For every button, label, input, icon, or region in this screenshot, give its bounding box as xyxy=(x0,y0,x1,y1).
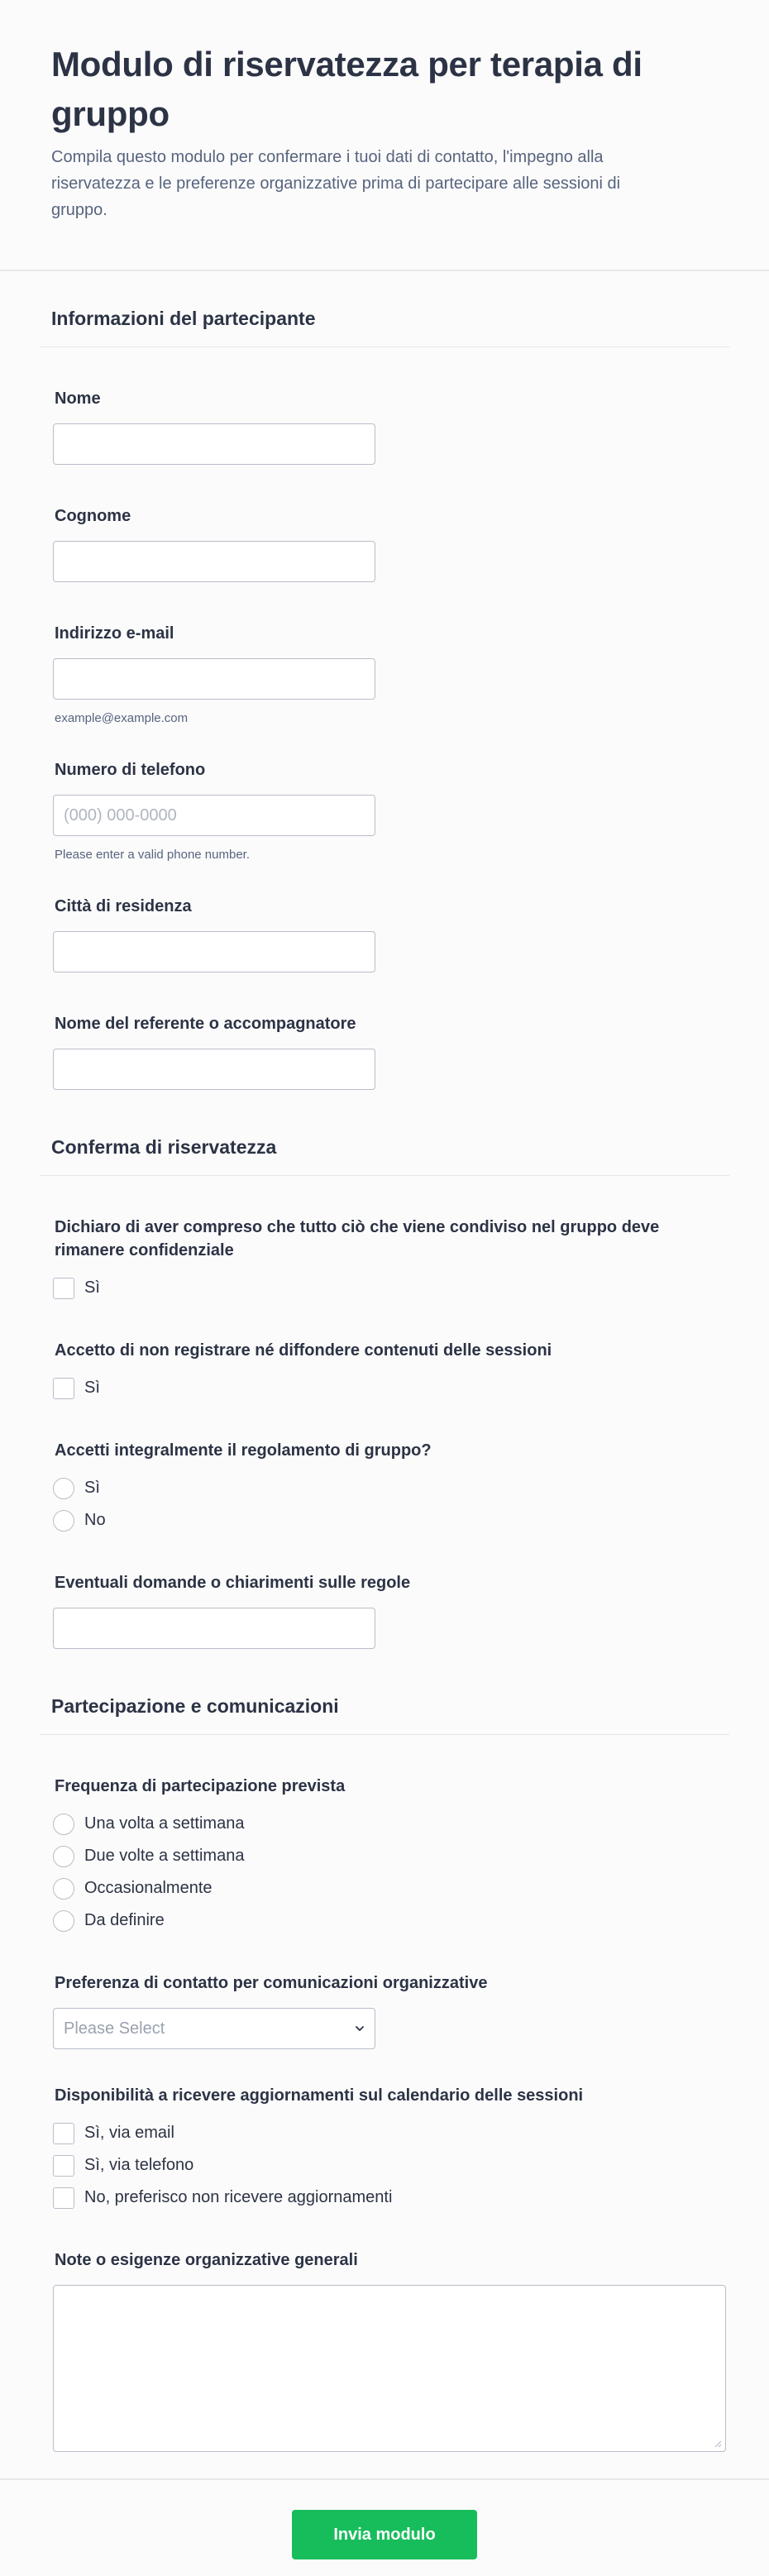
no-record-options xyxy=(53,1372,716,1404)
select-value: Please Select xyxy=(64,2019,165,2038)
email-sublabel: example@example.com xyxy=(55,711,189,725)
option-label: Sì, via telefono xyxy=(84,2156,194,2174)
form-subtitle: Compila questo modulo per confermare i tuoi dati di contatto, l'impegno alla riservatezza e le preferenze organizzative prima di partecipare alle sessioni di gruppo. xyxy=(51,148,621,219)
form-header xyxy=(0,0,769,271)
field-label: Dichiaro di aver compreso che tutto ciò che viene condiviso nel gruppo deve rimanere confidenziale xyxy=(55,1218,660,1259)
city-input[interactable] xyxy=(53,931,375,973)
field-contact xyxy=(40,1937,729,2049)
section-title: Conferma di riservatezza xyxy=(40,1136,729,1176)
radio-option[interactable] xyxy=(53,1472,716,1504)
field-label: Nome xyxy=(55,390,101,408)
field-notes xyxy=(40,2214,729,2452)
referent-input[interactable] xyxy=(53,1049,375,1090)
field-label: Città di residenza xyxy=(55,897,192,915)
radio-button[interactable] xyxy=(53,1814,74,1835)
checkbox-option[interactable] xyxy=(53,2117,716,2149)
form-title: Modulo di riservatezza per terapia di gruppo xyxy=(51,45,642,133)
section-confidentiality xyxy=(40,1090,729,1649)
option-label: Sì xyxy=(84,1278,100,1297)
radio-button[interactable] xyxy=(53,1478,74,1499)
field-label: Accetti integralmente il regolamento di gruppo? xyxy=(55,1441,432,1460)
first-name-input[interactable] xyxy=(53,423,375,465)
option-label: Sì, via email xyxy=(84,2124,174,2142)
field-label: Numero di telefono xyxy=(55,761,206,779)
option-label: Una volta a settimana xyxy=(84,1814,245,1833)
rules-options xyxy=(53,1472,716,1537)
section-title: Partecipazione e comunicazioni xyxy=(40,1695,729,1735)
checkbox[interactable] xyxy=(53,1278,74,1299)
email-input[interactable] xyxy=(53,658,375,700)
field-city xyxy=(40,862,729,973)
radio-option[interactable] xyxy=(53,1905,716,1937)
form-footer xyxy=(0,2478,769,2559)
option-label: Occasionalmente xyxy=(84,1879,213,1897)
field-label: Accetto di non registrare né diffondere contenuti delle sessioni xyxy=(55,1341,552,1360)
updates-options xyxy=(53,2117,716,2214)
option-label: Da definire xyxy=(84,1911,165,1929)
declare-options xyxy=(53,1272,716,1304)
checkbox-option[interactable] xyxy=(53,2182,716,2214)
option-label: Due volte a settimana xyxy=(84,1847,245,1865)
notes-textarea[interactable] xyxy=(53,2285,726,2452)
field-email xyxy=(40,582,729,725)
field-phone xyxy=(40,725,729,862)
frequency-options xyxy=(53,1808,716,1937)
checkbox[interactable] xyxy=(53,2187,74,2209)
submit-button[interactable]: Invia modulo xyxy=(292,2510,477,2559)
field-label: Indirizzo e-mail xyxy=(55,624,174,643)
checkbox[interactable] xyxy=(53,2155,74,2177)
section-participant xyxy=(40,271,729,1090)
radio-button[interactable] xyxy=(53,1510,74,1532)
phone-input[interactable] xyxy=(53,795,375,836)
option-label: No, preferisco non ricevere aggiornamenti xyxy=(84,2188,393,2206)
field-referent xyxy=(40,973,729,1090)
option-label: Sì xyxy=(84,1479,100,1497)
last-name-input[interactable] xyxy=(53,541,375,582)
field-last-name xyxy=(40,465,729,582)
declare-checkbox-option[interactable] xyxy=(53,1272,716,1304)
option-label: Sì xyxy=(84,1379,100,1397)
field-updates xyxy=(40,2049,729,2214)
field-label: Frequenza di partecipazione prevista xyxy=(55,1777,346,1795)
radio-button[interactable] xyxy=(53,1910,74,1932)
option-label: No xyxy=(84,1511,106,1529)
form-content xyxy=(0,271,769,2452)
radio-option[interactable] xyxy=(53,1808,716,1840)
questions-input[interactable] xyxy=(53,1608,375,1649)
checkbox[interactable] xyxy=(53,2123,74,2144)
phone-sublabel: Please enter a valid phone number. xyxy=(55,848,250,862)
checkbox-option[interactable] xyxy=(53,2149,716,2182)
radio-option[interactable] xyxy=(53,1504,716,1537)
section-title: Informazioni del partecipante xyxy=(40,308,729,347)
field-no-record xyxy=(40,1304,729,1404)
field-label: Cognome xyxy=(55,507,131,525)
field-questions xyxy=(40,1537,729,1649)
no-record-checkbox-option[interactable] xyxy=(53,1372,716,1404)
field-first-name xyxy=(40,347,729,465)
checkbox[interactable] xyxy=(53,1378,74,1399)
radio-option[interactable] xyxy=(53,1840,716,1872)
radio-option[interactable] xyxy=(53,1872,716,1905)
field-label: Nome del referente o accompagnatore xyxy=(55,1015,356,1033)
field-frequency xyxy=(40,1735,729,1937)
section-participation xyxy=(40,1649,729,2452)
field-declare xyxy=(40,1176,729,1304)
field-rules xyxy=(40,1404,729,1537)
radio-button[interactable] xyxy=(53,1846,74,1867)
field-label: Preferenza di contatto per comunicazioni organizzative xyxy=(55,1974,488,1992)
field-label: Eventuali domande o chiarimenti sulle regole xyxy=(55,1574,411,1592)
radio-button[interactable] xyxy=(53,1878,74,1900)
resize-handle-icon[interactable] xyxy=(712,2438,722,2448)
field-label: Note o esigenze organizzative generali xyxy=(55,2251,358,2269)
chevron-down-icon xyxy=(355,2024,365,2034)
contact-select[interactable] xyxy=(53,2008,375,2049)
field-label: Disponibilità a ricevere aggiornamenti sul calendario delle sessioni xyxy=(55,2086,584,2105)
